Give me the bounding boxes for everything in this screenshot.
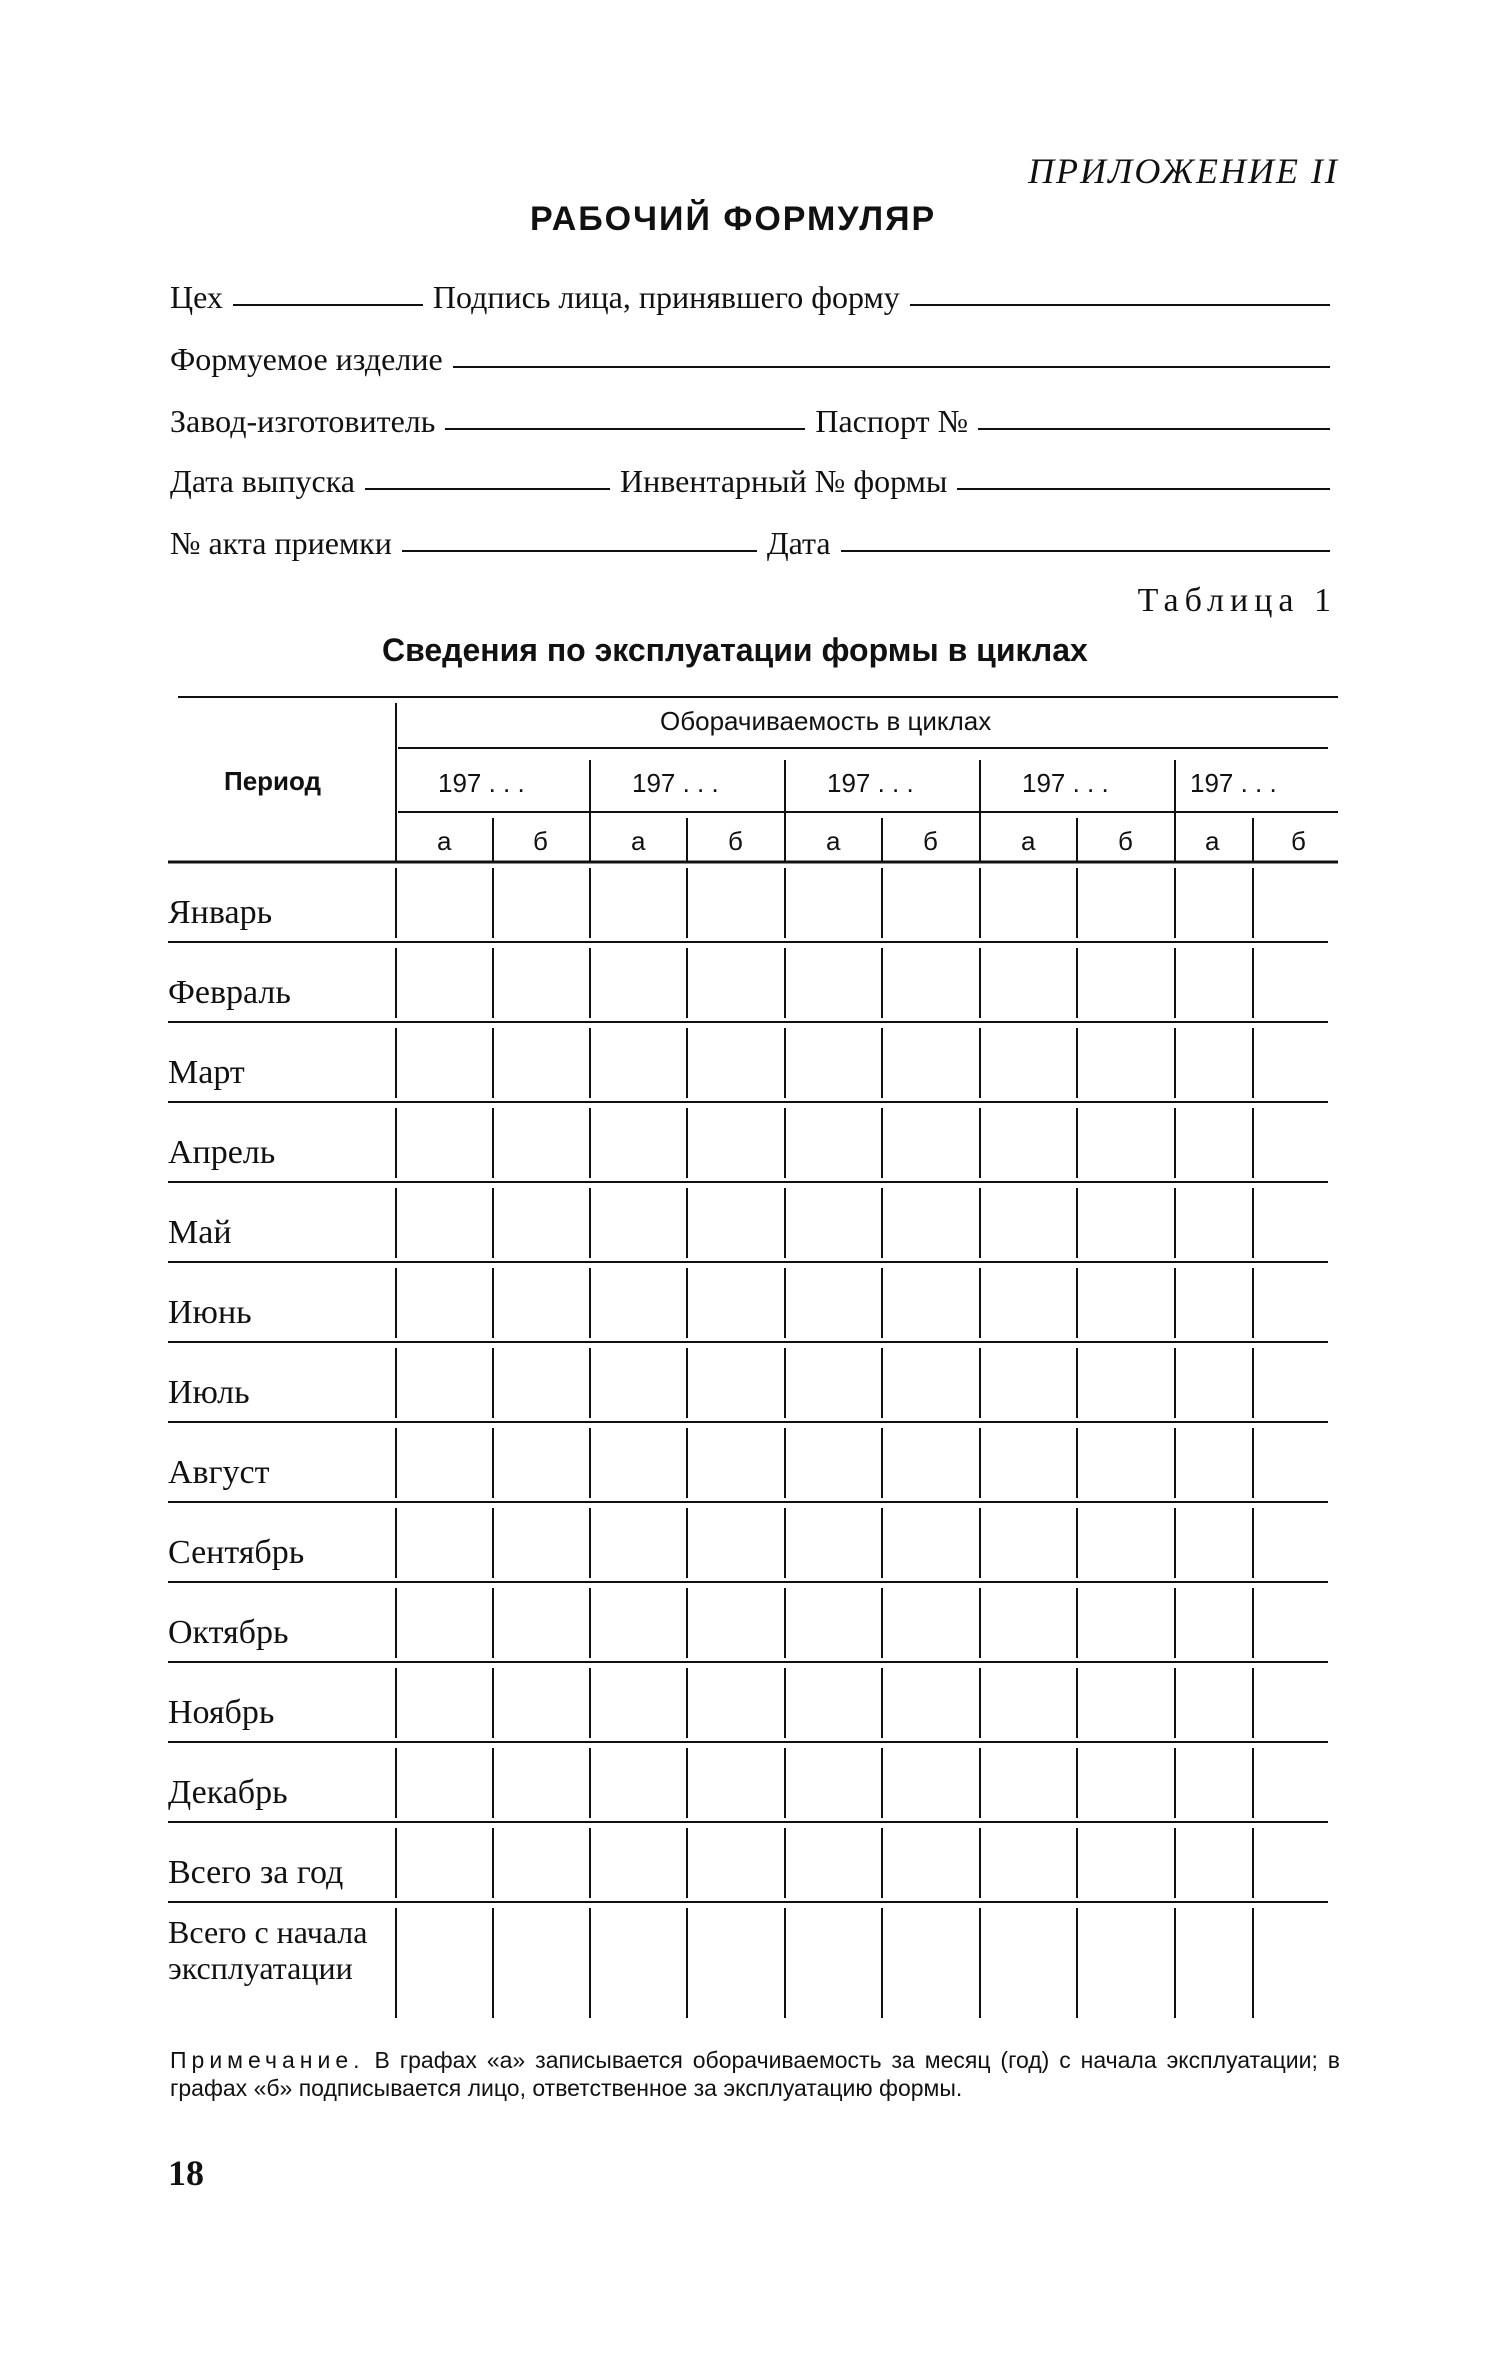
- release-date-label: Дата выпуска: [170, 463, 355, 499]
- row-label-december: Декабрь: [168, 1774, 288, 1811]
- row-label-year-total: Всего за год: [168, 1854, 344, 1891]
- period-header: Период: [224, 766, 322, 796]
- table-title: Сведения по эксплуатации формы в циклах: [382, 632, 1088, 668]
- footnote-head: Примечание.: [170, 2047, 365, 2073]
- footnote-text: В графах «а» записывается оборачиваемость за месяц (год) с начала эксплуатации; в графах «б» подписывается лицо, ответственное за эксплуатацию формы.: [170, 2047, 1341, 2101]
- year-header-2: 197 . . .: [632, 768, 719, 798]
- row-label-october: Октябрь: [168, 1614, 289, 1651]
- page-title: РАБОЧИЙ ФОРМУЛЯР: [530, 200, 937, 238]
- appendix-label: ПРИЛОЖЕНИЕ II: [1028, 151, 1339, 191]
- inventory-label: Инвентарный № формы: [619, 463, 948, 499]
- table-caption: Таблица 1: [1137, 582, 1337, 619]
- group-header: Оборачиваемость в циклах: [660, 706, 992, 736]
- year-header-5: 197 . . .: [1190, 768, 1277, 798]
- sub-a-5: а: [1205, 826, 1220, 856]
- act-number-label: № акта приемки: [170, 525, 392, 561]
- row-label-january: Январь: [168, 894, 273, 931]
- sub-b-5: б: [1291, 826, 1306, 856]
- manufacturer-label: Завод-изготовитель: [170, 403, 436, 439]
- sub-a-4: а: [1021, 826, 1036, 856]
- year-header-3: 197 . . .: [827, 768, 914, 798]
- row-label-lifetime-total: Всего с начала эксплуатации: [168, 1914, 368, 1986]
- row-label-june: Июнь: [168, 1294, 252, 1331]
- year-header-1: 197 . . .: [438, 768, 525, 798]
- sub-b-1: б: [533, 826, 548, 856]
- sub-a-1: а: [437, 826, 452, 856]
- row-label-august: Август: [168, 1454, 270, 1491]
- sub-b-2: б: [728, 826, 743, 856]
- row-label-february: Февраль: [168, 974, 291, 1011]
- sub-a-3: а: [826, 826, 841, 856]
- page-number: 18: [168, 2153, 204, 2193]
- sub-b-3: б: [923, 826, 938, 856]
- workshop-label: Цех: [170, 279, 223, 315]
- signature-label: Подпись лица, принявшего форму: [432, 279, 900, 315]
- row-label-july: Июль: [168, 1374, 250, 1411]
- footnote: [170, 2046, 1340, 2102]
- date-label: Дата: [766, 525, 831, 561]
- row-label-september: Сентябрь: [168, 1534, 305, 1571]
- passport-label: Паспорт №: [815, 403, 969, 439]
- sub-b-4: б: [1118, 826, 1133, 856]
- product-label: Формуемое изделие: [170, 341, 443, 377]
- row-label-march: Март: [168, 1054, 245, 1091]
- row-label-may: Май: [168, 1214, 232, 1251]
- row-label-november: Ноябрь: [168, 1694, 275, 1731]
- row-label-april: Апрель: [168, 1134, 276, 1171]
- sub-a-2: а: [631, 826, 646, 856]
- year-header-4: 197 . . .: [1022, 768, 1109, 798]
